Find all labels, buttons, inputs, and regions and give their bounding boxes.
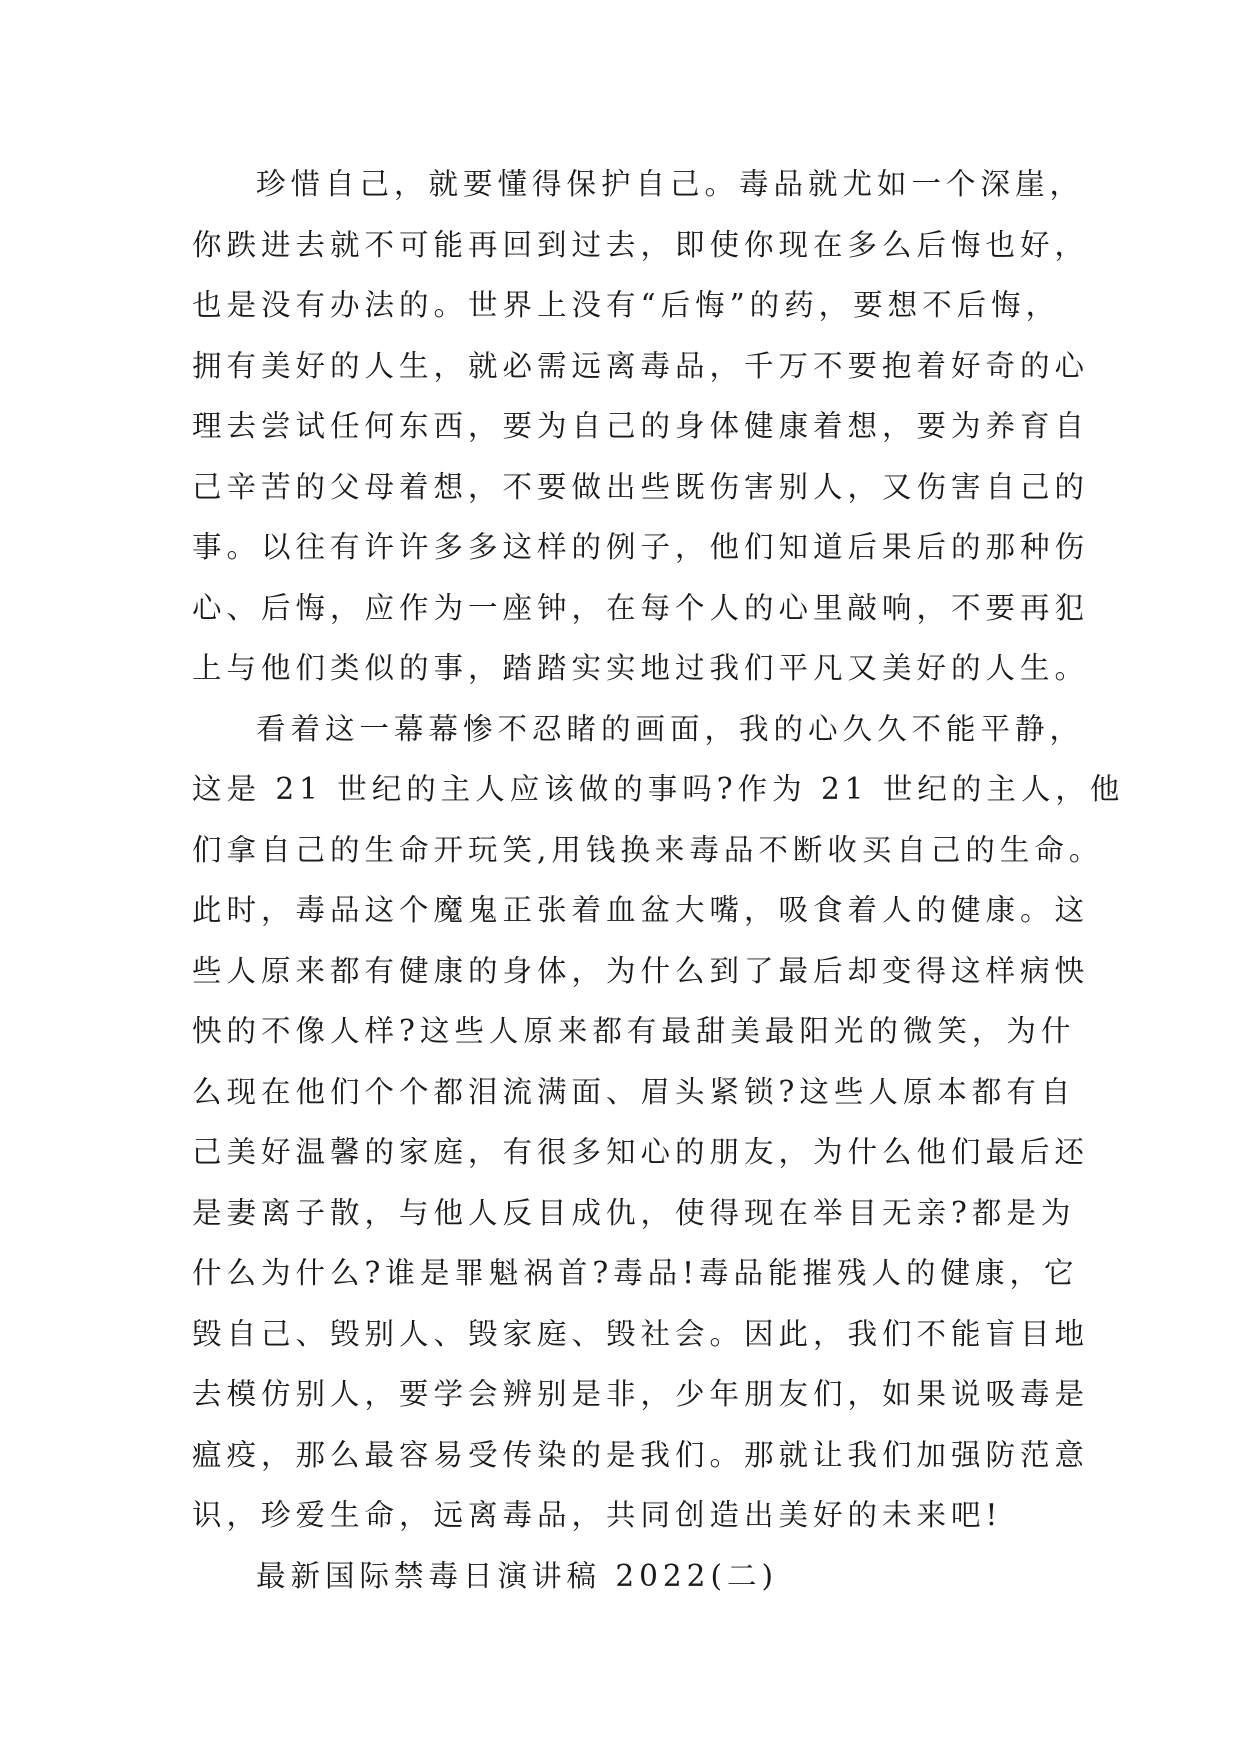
paragraph-line: 珍惜自己，就要懂得保护自己。毒品就尤如一个深崖， (256, 167, 1085, 201)
paragraph-line: 己辛苦的父母着想，不要做出些既伤害别人，又伤害自己的 (192, 469, 1090, 504)
paragraph-line: 毁自己、毁别人、毁家庭、毁社会。因此，我们不能盲目地 (192, 1316, 1090, 1351)
paragraph-2 (192, 699, 1125, 1546)
paragraph-line: 么现在他们个个都泪流满面、眉头紧锁?这些人原本都有自 (192, 1074, 1076, 1109)
paragraph-line: 事。以往有许许多多这样的例子，他们知道后果后的那种伤 (192, 530, 1090, 564)
paragraph-line: 什么为什么?谁是罪魁祸首?毒品!毒品能摧残人的健康，它 (192, 1256, 1079, 1290)
paragraph-line: 上与他们类似的事，踏踏实实地过我们平凡又美好的人生。 (192, 651, 1090, 685)
paragraph-line: 此时，毒品这个魔鬼正张着血盆大嘴，吸食着人的健康。这 (192, 893, 1090, 927)
paragraph-line: 们拿自己的生命开玩笑,用钱换来毒品不断收买自己的生命。 (192, 832, 1104, 867)
paragraph-line: 理去尝试任何东西，要为自己的身体健康着想，要为养育自 (192, 409, 1090, 443)
paragraph-line: 识，珍爱生命，远离毒品，共同创造出美好的未来吧! (192, 1498, 1003, 1532)
paragraph-line: 去模仿别人，要学会辨别是非，少年朋友们，如果说吸毒是 (192, 1377, 1090, 1411)
paragraph-line: 怏的不像人样?这些人原来都有最甜美最阳光的微笑，为什 (192, 1014, 1076, 1048)
paragraph-line: 是妻离子散，与他人反目成仇，使得现在举目无亲?都是为 (192, 1195, 1076, 1230)
paragraph-line: 看着这一幕幕惨不忍睹的画面，我的心久久不能平静， (256, 711, 1085, 746)
paragraph-line: 你跌进去就不可能再回到过去，即使你现在多么后悔也好， (192, 227, 1090, 262)
paragraph-line: 己美好温馨的家庭，有很多知心的朋友，为什么他们最后还 (192, 1135, 1090, 1169)
document-body (192, 154, 1125, 1606)
paragraph-line: 些人原来都有健康的身体，为什么到了最后却变得这样病怏 (192, 953, 1090, 988)
paragraph-line: 也是没有办法的。世界上没有“后悔”的药，要想不后悔， (192, 288, 1061, 322)
paragraph-line: 心、后悔，应作为一座钟，在每个人的心里敲响，不要再犯 (192, 590, 1090, 625)
paragraph-line: 这是 21 世纪的主人应该做的事吗?作为 21 世纪的主人，他 (192, 772, 1125, 806)
section-title: 最新国际禁毒日演讲稿 2022(二) (256, 1558, 778, 1593)
paragraph-1 (192, 154, 1090, 699)
paragraph-line: 瘟疫，那么最容易受传染的是我们。那就让我们加强防范意 (192, 1437, 1090, 1472)
paragraph-line: 拥有美好的人生，就必需远离毒品，千万不要抱着好奇的心 (192, 348, 1090, 383)
